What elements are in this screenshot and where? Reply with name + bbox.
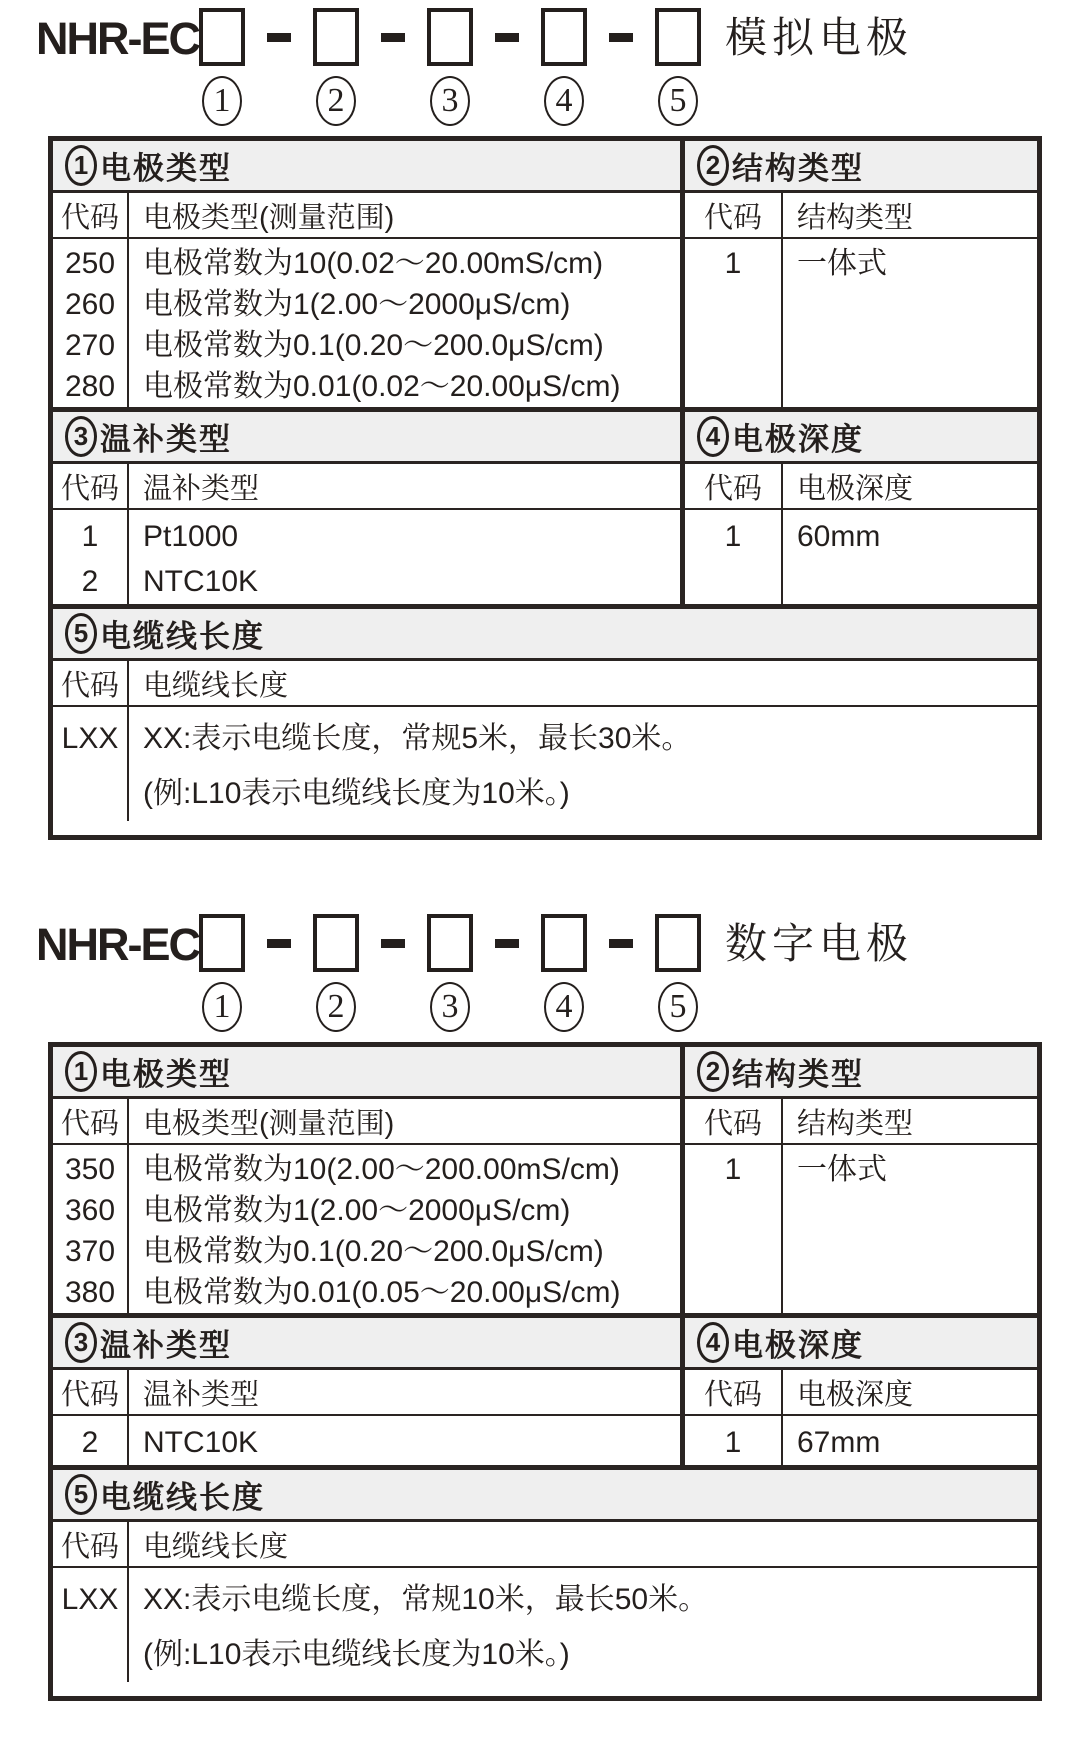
desc-cell: 电极常数为0.01(0.05～20.00μS/cm)	[143, 1276, 621, 1309]
desc-cell: 电极常数为10(2.00～200.00mS/cm)	[143, 1153, 620, 1186]
desc-cell: 一体式	[797, 1153, 887, 1186]
model-slot-1	[199, 8, 245, 126]
model-slot-4	[541, 8, 587, 126]
group-body	[53, 1145, 680, 1313]
group-title: 温补类型	[100, 1328, 232, 1363]
circled-number-icon: 5	[65, 613, 97, 654]
code-box-icon	[541, 8, 587, 66]
code-cells	[53, 510, 129, 604]
code-cell: 370	[64, 1235, 116, 1268]
group-structure-type	[685, 141, 1037, 407]
code-cells	[685, 1145, 783, 1313]
code-cell: 260	[64, 288, 116, 321]
code-cell: LXX	[61, 722, 119, 755]
code-cell: 380	[64, 1276, 116, 1309]
group-body	[685, 1145, 1037, 1313]
circled-number-icon: 4	[697, 1322, 729, 1363]
group-tempcomp-type	[53, 412, 685, 604]
code-column-header: 代码	[53, 193, 129, 237]
code-cell: 1	[724, 247, 742, 280]
desc-column-header: 结构类型	[797, 201, 914, 234]
code-box-icon	[199, 914, 245, 972]
group-title: 温补类型	[100, 422, 232, 457]
group-title: 电极类型	[100, 151, 232, 186]
group-title: 结构类型	[732, 151, 864, 186]
desc-cell: 电极常数为0.1(0.20～200.0μS/cm)	[143, 1235, 604, 1268]
model-slot-1	[199, 914, 245, 1032]
band-tempcomp-depth	[53, 412, 1037, 609]
code-column-header: 代码	[685, 1099, 783, 1143]
code-cell: 360	[64, 1194, 116, 1227]
desc-cells	[129, 243, 680, 407]
band-cable-length	[53, 1470, 1037, 1696]
desc-column-header: 结构类型	[797, 1107, 914, 1140]
model-slot-5	[655, 914, 701, 1032]
band-cable-length	[53, 609, 1037, 835]
model-code-diagram-analog	[36, 8, 1080, 126]
desc-cell: 电极常数为0.01(0.02～20.00μS/cm)	[143, 370, 621, 403]
code-box-icon	[427, 914, 473, 972]
code-cell: LXX	[61, 1583, 119, 1616]
code-cells	[53, 1568, 129, 1682]
code-column-header: 代码	[685, 464, 783, 508]
code-cell: 280	[64, 370, 116, 403]
code-cell: 1	[724, 1426, 742, 1459]
section-divider-gap	[0, 840, 1080, 914]
desc-cell: 电极常数为10(0.02～20.00mS/cm)	[143, 247, 604, 280]
position-number-4: 4	[544, 982, 584, 1032]
circled-number-icon: 3	[65, 1322, 97, 1363]
selection-table-analog	[48, 136, 1042, 840]
code-cells	[53, 707, 129, 821]
code-box-icon	[655, 914, 701, 972]
code-column-header: 代码	[53, 464, 129, 508]
column-headers	[53, 1522, 1037, 1568]
group-header	[685, 1318, 1037, 1370]
group-header	[685, 1047, 1037, 1099]
code-column-header: 代码	[685, 193, 783, 237]
code-cells	[685, 239, 783, 407]
code-cell: 1	[81, 520, 99, 553]
code-cells	[685, 1416, 783, 1465]
model-code-diagram-digital	[36, 914, 1080, 1032]
position-number-1: 1	[202, 982, 242, 1032]
group-title: 电极类型	[100, 1057, 232, 1092]
code-cell: 350	[64, 1153, 116, 1186]
circled-number-icon: 2	[697, 145, 729, 186]
group-body	[685, 239, 1037, 407]
model-slot-3	[427, 8, 473, 126]
desc-column-header: 电极类型(测量范围)	[143, 201, 395, 234]
group-body	[685, 510, 1037, 604]
desc-cells	[783, 1420, 1037, 1465]
desc-cell-line2: (例:L10表示电缆线长度为10米。)	[143, 1638, 570, 1671]
desc-cells	[783, 1149, 1037, 1313]
group-header	[53, 141, 680, 193]
desc-cell: NTC10K	[143, 1426, 259, 1459]
desc-cells	[129, 711, 1037, 821]
circled-number-icon: 4	[697, 416, 729, 457]
column-headers	[53, 193, 680, 239]
group-title: 结构类型	[732, 1057, 864, 1092]
position-number-4: 4	[544, 76, 584, 126]
position-number-2: 2	[316, 76, 356, 126]
code-column-header: 代码	[53, 1522, 129, 1566]
code-box-icon	[313, 8, 359, 66]
column-headers	[53, 464, 680, 510]
circled-number-icon: 1	[65, 1051, 97, 1092]
band-electrode-structure	[53, 1047, 1037, 1318]
desc-cell-line1: XX:表示电缆长度，常规10米，最长50米。	[143, 1583, 709, 1616]
dash-icon	[495, 8, 519, 66]
group-header	[685, 412, 1037, 464]
desc-cell: 电极常数为0.1(0.20～200.0μS/cm)	[143, 329, 604, 362]
circled-number-icon: 1	[65, 145, 97, 186]
desc-cell: NTC10K	[143, 565, 259, 598]
group-body	[53, 707, 1037, 835]
code-box-icon	[541, 914, 587, 972]
analog-electrode-section	[0, 8, 1080, 840]
dash-icon	[495, 914, 519, 972]
model-slot-5	[655, 8, 701, 126]
group-tempcomp-type	[53, 1318, 685, 1465]
column-headers	[685, 1370, 1037, 1416]
column-headers	[53, 661, 1037, 707]
desc-column-header: 电极深度	[797, 1378, 914, 1411]
desc-cell: 一体式	[797, 247, 887, 280]
group-header	[53, 609, 1037, 661]
group-cable-length	[53, 609, 1037, 835]
group-structure-type	[685, 1047, 1037, 1313]
code-cells	[685, 510, 783, 604]
desc-column-header: 电缆线长度	[143, 669, 289, 702]
model-prefix: NHR-EC	[36, 919, 199, 970]
group-header	[685, 141, 1037, 193]
desc-cells	[129, 1420, 680, 1465]
code-cell: 2	[81, 565, 99, 598]
code-column-header: 代码	[53, 661, 129, 705]
code-column-header: 代码	[685, 1370, 783, 1414]
group-title: 电缆线长度	[100, 1480, 265, 1515]
group-header	[53, 1318, 680, 1370]
position-number-5: 5	[658, 982, 698, 1032]
group-body	[685, 1416, 1037, 1465]
group-body	[53, 239, 680, 407]
code-cell: 270	[64, 329, 116, 362]
code-box-icon	[199, 8, 245, 66]
dash-icon	[609, 8, 633, 66]
group-cable-length	[53, 1470, 1037, 1696]
position-number-2: 2	[316, 982, 356, 1032]
dash-icon	[267, 914, 291, 972]
position-number-1: 1	[202, 76, 242, 126]
column-headers	[53, 1099, 680, 1145]
desc-column-header: 温补类型	[143, 472, 260, 505]
desc-cell: 67mm	[797, 1426, 881, 1459]
desc-cells	[129, 1149, 680, 1313]
desc-column-header: 温补类型	[143, 1378, 260, 1411]
code-box-icon	[655, 8, 701, 66]
group-electrode-type	[53, 141, 685, 407]
code-cells	[53, 239, 129, 407]
group-electrode-type	[53, 1047, 685, 1313]
desc-column-header: 电极深度	[797, 472, 914, 505]
column-headers	[685, 1099, 1037, 1145]
model-suffix: 数字电极	[725, 920, 914, 967]
model-slot-2	[313, 914, 359, 1032]
group-body	[53, 1416, 680, 1465]
column-headers	[53, 1370, 680, 1416]
digital-electrode-section	[0, 914, 1080, 1701]
group-title: 电极深度	[732, 1328, 864, 1363]
dash-icon	[381, 8, 405, 66]
column-headers	[685, 193, 1037, 239]
code-cells	[53, 1145, 129, 1313]
code-cell: 250	[64, 247, 116, 280]
position-number-5: 5	[658, 76, 698, 126]
group-header	[53, 1047, 680, 1099]
code-column-header: 代码	[53, 1370, 129, 1414]
position-number-3: 3	[430, 982, 470, 1032]
circled-number-icon: 5	[65, 1474, 97, 1515]
desc-cell-line1: XX:表示电缆长度，常规5米，最长30米。	[143, 722, 692, 755]
dash-icon	[381, 914, 405, 972]
dash-icon	[609, 914, 633, 972]
dash-icon	[267, 8, 291, 66]
desc-cell: 电极常数为1(2.00～2000μS/cm)	[143, 1194, 571, 1227]
group-body	[53, 1568, 1037, 1696]
desc-cell: Pt1000	[143, 520, 239, 553]
circled-number-icon: 2	[697, 1051, 729, 1092]
model-slot-4	[541, 914, 587, 1032]
model-slot-2	[313, 8, 359, 126]
desc-cells	[129, 514, 680, 604]
code-cell: 2	[81, 1426, 99, 1459]
model-suffix: 模拟电极	[725, 14, 914, 61]
group-header	[53, 1470, 1037, 1522]
group-title: 电缆线长度	[100, 619, 265, 654]
model-slot-3	[427, 914, 473, 1032]
code-column-header: 代码	[53, 1099, 129, 1143]
code-box-icon	[313, 914, 359, 972]
code-cell: 1	[724, 520, 742, 553]
code-cell: 1	[724, 1153, 742, 1186]
desc-cell: 电极常数为1(2.00～2000μS/cm)	[143, 288, 571, 321]
desc-cell-line2: (例:L10表示电缆线长度为10米。)	[143, 777, 570, 810]
model-prefix: NHR-EC	[36, 13, 199, 64]
group-title: 电极深度	[732, 422, 864, 457]
column-headers	[685, 464, 1037, 510]
position-number-3: 3	[430, 76, 470, 126]
desc-cells	[783, 243, 1037, 407]
circled-number-icon: 3	[65, 416, 97, 457]
selection-table-digital	[48, 1042, 1042, 1701]
group-electrode-depth	[685, 412, 1037, 604]
desc-cells	[129, 1572, 1037, 1682]
desc-column-header: 电缆线长度	[143, 1530, 289, 1563]
desc-column-header: 电极类型(测量范围)	[143, 1107, 395, 1140]
group-header	[53, 412, 680, 464]
band-electrode-structure	[53, 141, 1037, 412]
group-body	[53, 510, 680, 604]
code-cells	[53, 1416, 129, 1465]
desc-cell: 60mm	[797, 520, 881, 553]
group-electrode-depth	[685, 1318, 1037, 1465]
code-box-icon	[427, 8, 473, 66]
band-tempcomp-depth	[53, 1318, 1037, 1470]
desc-cells	[783, 514, 1037, 604]
